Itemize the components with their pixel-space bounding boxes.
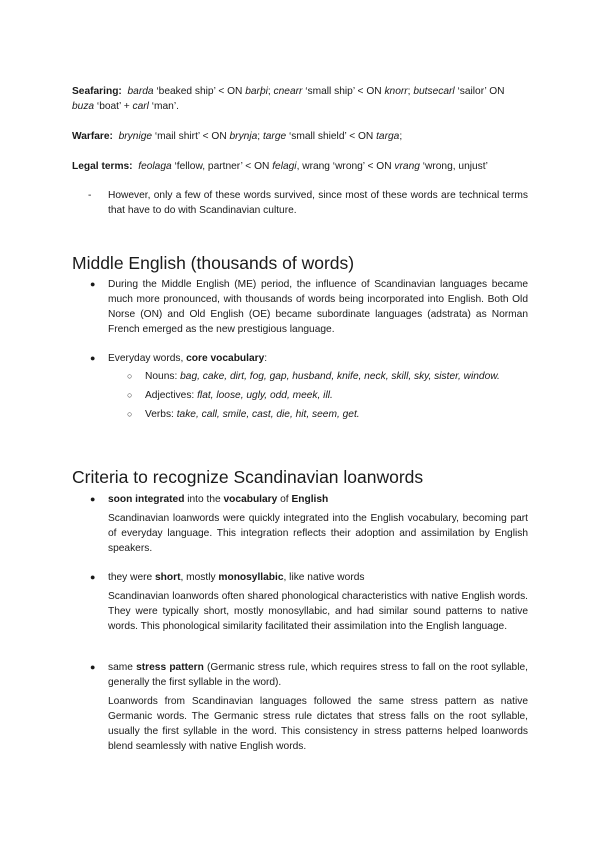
warfare-paragraph [72,129,528,144]
sub-bullet-marker: ○ [127,371,133,381]
verbs-item [127,407,528,422]
bullet-middle-english-period [90,277,528,337]
category-label: Adjectives: [145,390,198,401]
criterion-short [90,570,528,634]
text-run: Everyday words, [108,353,187,364]
word: targa [376,131,400,142]
section-heading-criteria: Criteria to recognize Scandinavian loanwords [72,467,424,487]
gloss: ‘mail shirt’ < ON [152,131,230,142]
word: butsecarl [413,86,455,97]
gloss: ‘beaked ship’ < ON [153,86,246,97]
gloss: ‘fellow, partner’ < ON [171,161,273,172]
bullet-text: During the Middle English (ME) period, the influence of Scandinavian languages became much more pronounced, with thousands of words being incorporated into English. Both Old Norse (ON) and Old English (OE) became subordinate languages (adstrata) as Norman French emerged as the new prestigious language. [108,279,528,335]
dash-marker: - [88,190,92,201]
text-run: , mostly [180,572,219,583]
seafaring-paragraph [72,84,528,114]
word-category-list [127,369,528,422]
bullet-marker: ● [90,353,96,363]
seafaring-label: Seafaring: [72,86,122,97]
word: carl [132,101,149,112]
separator: ; [257,131,263,142]
sub-bullet-marker: ○ [127,409,133,419]
gloss: , wrang ‘wrong’ < ON [296,161,395,172]
gloss: ‘man’. [148,101,179,112]
text-run: they were [108,572,155,583]
text-run: (Germanic stress rule, which requires stress to fall on the root syllable, generally the first syllable in the word). [108,662,528,688]
gloss: ‘sailor’ ON [454,86,505,97]
category-label: Verbs: [145,409,177,420]
word: feolaga [138,161,172,172]
bold-term: stress pattern [136,662,204,673]
separator: ; [399,131,403,142]
core-vocabulary-bold: core vocabulary [186,353,265,364]
criterion-title [108,492,528,507]
criterion-integrated [90,492,528,556]
word: barþi [245,86,268,97]
adjectives-item [127,388,528,403]
word: felagi [272,161,297,172]
separator: ; [407,86,414,97]
word: vrang [394,161,420,172]
example-words: flat, loose, ugly, odd, meek, ill. [197,390,333,401]
nouns-item [127,369,528,384]
bullet-marker: ● [90,279,96,289]
word: targe [262,131,287,142]
legal-terms-paragraph [72,159,528,174]
bullet-everyday-words [90,351,528,426]
criterion-title [108,660,528,690]
criterion-explanation: Scandinavian loanwords were quickly integrated into the English vocabulary, becoming part of everyday language. This integration reflects their adoption and assimilation by English speakers. [108,513,528,554]
survival-note [88,188,528,218]
text-run: into the [184,494,224,505]
legal-label: Legal terms: [72,161,133,172]
word: buza [72,101,95,112]
gloss: ‘small shield’ < ON [286,131,377,142]
gloss: ‘small ship’ < ON [302,86,385,97]
gloss: ‘boat’ + [94,101,133,112]
sub-bullet-marker: ○ [127,390,133,400]
text-run: of [277,494,292,505]
example-words: bag, cake, dirt, fog, gap, husband, knife, neck, skill, sky, sister, window. [180,371,500,382]
example-words: take, call, smile, cast, die, hit, seem, get. [176,409,360,420]
bold-term: monosyllabic [218,572,284,583]
bold-term: soon integrated [108,494,185,505]
bullet-marker: ● [90,662,96,672]
bullet-marker: ● [90,494,96,504]
word: brynige [118,131,153,142]
criterion-explanation: Scandinavian loanwords often shared phonological characteristics with native English words. They were typically short, mostly monosyllabic, and had similar sound patterns to native words. This phonological similarity facilitated their assimilation into the English language. [108,591,528,632]
bold-term: English [291,494,329,505]
separator: ; [267,86,274,97]
bullet-text [108,351,528,366]
warfare-label: Warfare: [72,131,113,142]
section-heading-middle-english: Middle English (thousands of words) [72,253,355,273]
category-label: Nouns: [145,371,181,382]
text-run: , like native words [283,572,365,583]
bold-term: vocabulary [223,494,278,505]
word: brynja [229,131,258,142]
survival-note-text: However, only a few of these words survived, since most of these words are technical terms that have to do with Scandinavian culture. [108,190,528,216]
criterion-explanation: Loanwords from Scandinavian languages followed the same stress pattern as native Germanic words. The Germanic stress rule dictates that stress falls on the root syllable, usually the first syllable in the word. This consistency in stress patterns helped loanwords blend seamlessly with native English words. [108,696,528,752]
gloss: ‘wrong, unjust’ [419,161,488,172]
text-run: : [264,353,268,364]
word: barda [127,86,154,97]
word: cnearr [273,86,303,97]
word: knorr [384,86,408,97]
criterion-stress-pattern [90,660,528,754]
text-run: same [108,662,137,673]
bold-term: short [155,572,181,583]
criterion-title [108,570,528,585]
bullet-marker: ● [90,572,96,582]
